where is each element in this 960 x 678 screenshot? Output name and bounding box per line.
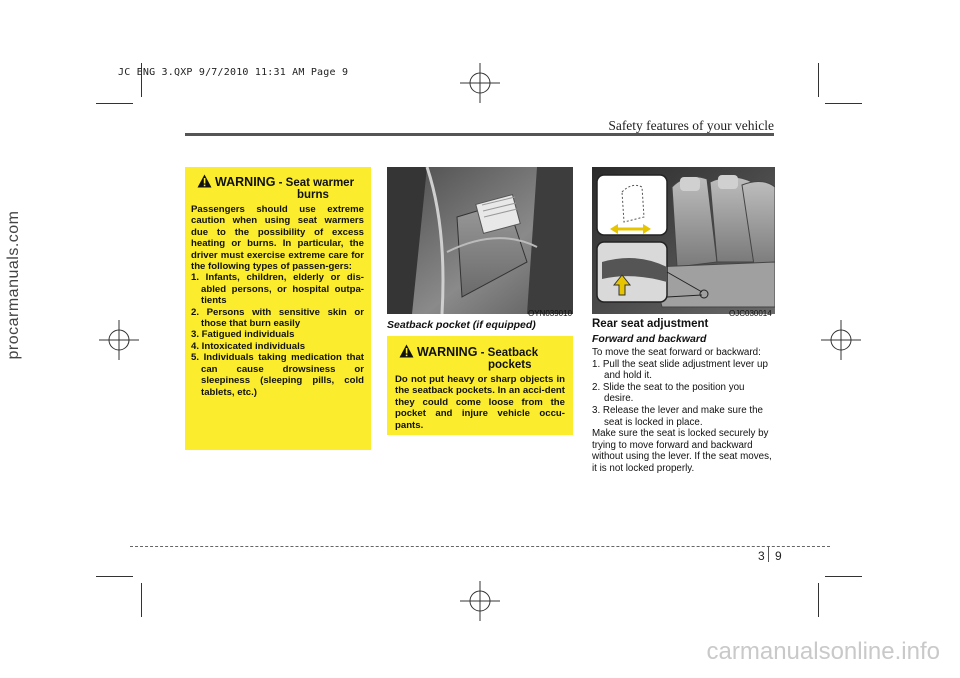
registration-mark-icon xyxy=(99,320,139,360)
rear-seat-step: 1. Pull the seat slide adjustment lever up and hold it. xyxy=(592,358,768,382)
crop-mark xyxy=(96,576,133,577)
warning-item: 4. Intoxicated individuals xyxy=(191,340,306,352)
warning-triangle-icon xyxy=(197,174,212,188)
rear-seat-body xyxy=(592,347,775,475)
page-number: 9 xyxy=(775,549,782,563)
sidebar-url: procarmanuals.com xyxy=(5,210,22,360)
crop-mark xyxy=(825,103,862,104)
page-separator xyxy=(768,546,769,562)
warning-body: Do not put heavy or sharp objects in the seatback pockets. In an acci-dent they could come loose from the pocket and injure vehicle occu-pants. xyxy=(395,374,565,431)
header-rule xyxy=(185,133,774,136)
warning-label: WARNING xyxy=(215,175,276,189)
image-code: OYN039010 xyxy=(528,309,573,318)
warning-item: 3. Fatigued individuals xyxy=(191,329,295,341)
warning-seat-warmer xyxy=(185,167,371,450)
warning-dash: - xyxy=(275,177,286,189)
warning-item: 1. Infants, children, elderly or dis-abled persons, or hospital outpa-tients xyxy=(191,272,364,307)
warning-seatback-pockets xyxy=(387,336,573,435)
warning-subject-2: burns xyxy=(297,189,329,201)
figure-caption: Seatback pocket (if equipped) xyxy=(387,319,536,331)
rear-seat-step: 2. Slide the seat to the position you desire. xyxy=(592,381,745,405)
rear-seat-note: Make sure the seat is locked securely by trying to move forward and backward without using the lever. If the seat moves, it is not locked properly. xyxy=(592,428,772,474)
seatback-pocket-image xyxy=(387,167,573,314)
sidebar-watermark xyxy=(4,130,24,440)
chapter-number: 3 xyxy=(758,549,765,563)
image-code: OJC030014 xyxy=(729,309,772,318)
warning-item: 5. Individuals taking medication that can cause drowsiness or sleepiness (sleeping pills, cold tablets, etc.) xyxy=(191,352,364,398)
warning-item: 2. Persons with sensitive skin or those that burn easily xyxy=(191,306,364,330)
crop-mark xyxy=(818,63,819,97)
rear-seat-title: Rear seat adjustment xyxy=(592,318,709,330)
crop-mark xyxy=(141,583,142,617)
crop-mark xyxy=(825,576,862,577)
crop-mark xyxy=(818,583,819,617)
warning-title xyxy=(215,175,354,189)
warning-intro: Passengers should use extreme caution when using seat warmers due to the possibility of excess heating or burns. In particular, the driver must exercise extreme care for the following types of passen-gers: xyxy=(191,204,364,273)
registration-mark-icon xyxy=(821,320,861,360)
rear-seat-image xyxy=(592,167,775,314)
warning-subject: Seat warmer xyxy=(285,177,355,189)
crop-mark xyxy=(96,103,133,104)
registration-mark-icon xyxy=(460,63,500,103)
warning-label: WARNING xyxy=(417,345,478,359)
warning-subject-2: pockets xyxy=(488,359,532,371)
registration-mark-icon xyxy=(460,581,500,621)
warning-triangle-icon xyxy=(399,344,414,358)
rear-seat-subtitle: Forward and backward xyxy=(592,333,707,345)
footer-watermark: carmanualsonline.info xyxy=(706,638,940,665)
warning-dash: - xyxy=(477,347,488,359)
rear-seat-intro: To move the seat forward or backward: xyxy=(592,347,761,358)
rear-seat-step: 3. Release the lever and make sure the seat is locked in place. xyxy=(592,404,764,428)
footer-divider xyxy=(130,546,830,547)
section-title: Safety features of your vehicle xyxy=(608,118,774,133)
warning-title xyxy=(417,345,538,359)
file-info: JC ENG 3.QXP 9/7/2010 11:31 AM Page 9 xyxy=(118,67,349,78)
warning-subject: Seatback xyxy=(487,347,539,359)
warning-body xyxy=(191,204,364,398)
